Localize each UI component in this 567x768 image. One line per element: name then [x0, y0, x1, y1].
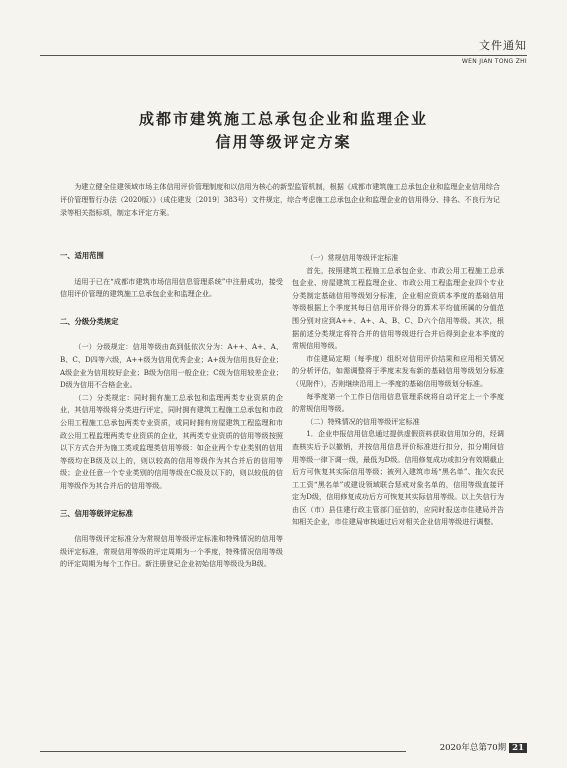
subsection-heading-special: （二）特殊情况的信用等级评定标准 [306, 416, 420, 426]
paragraph: （一）分级规定：信用等级由高到低依次分为：A++、A+、A、B、C、D四等六级，A++级为信用优秀企业；A+级为信用良好企业；A级企业为信用较好企业；B级为信用一般企业；C级为信用较差企业；D级为信用不合格企业。 [60, 342, 283, 390]
paragraph: 1．企业申报信用信息通过提供虚假资料获取信用加分的，经调查核实后予以撤销，并按信用信息评价标准进行扣分，扣分期间信用等级一律下调一级，最低为D级。信用修复成功或扣分有效期截止后方可恢复其实际信用等级；被列入建筑市场“黑名单”、拖欠农民工工资“黑名单”或建设领域联合惩戒对象名单的，信用等级直接评定为D级，信用修复成功后方可恢复其实际信用等级。以上失信行为由区（市）县住建行政主管部门征信的，应同时报送市住建局并告知相关企业，市住建局审核通过后对相关企业信用等级进行调整。 [292, 429, 504, 527]
paragraph: 每季度第一个工作日信用信息管理系统将自动评定上一个季度的常规信用等级。 [292, 391, 504, 414]
section-heading-scope: 一、适用范围 [60, 251, 104, 260]
subsection-heading-regular: （一）常规信用等级评定标准 [306, 253, 399, 262]
right-column [292, 252, 504, 529]
section-heading-standards: 三、信用等级评定标准 [60, 508, 133, 518]
document-title-line2: 信用等级评定方案 [215, 133, 352, 151]
intro-paragraph: 为建立健全住建领域市场主体信用评价管理制度和以信用为核心的新型监管机制，根据《成都市建筑施工总承包企业和监理企业信用综合评价管理暂行办法（2020版）》（成住建发〔2019〕383号）文件规定，综合考虑施工总承包企业和监理企业的信用得分、排名、不良行为记录等相关指标项，制定本评定方案。 [60, 182, 500, 217]
header-divider [40, 55, 527, 56]
section-header-title: 文件通知 [479, 39, 527, 52]
paragraph: 首先，按照建筑工程施工总承包企业、市政公用工程施工总承包企业、房屋建筑工程监理企业、市政公用工程监理企业四个专业分类制定基础信用等级划分标准，企业相应资质本季度的基础信用等级根据上个季度其每日信用评价得分的算术平均值所属的分值范围分别对应到A++、A+、A、B、C、D六个信用等级。其次，根据前述分类规定将符合并的信用等级进行合并后得到企业本季度的常规信用等级。 [292, 265, 504, 351]
section-header-subtitle: WEN JIAN TONG ZHI [461, 58, 527, 65]
section-heading-classification: 二、分级分类规定 [60, 316, 119, 326]
issue-label: 2020年总第70期 [439, 743, 507, 753]
paragraph: （二）分类规定：同时拥有施工总承包和监理两类专业资质的企业，其信用等级将分类进行评定，同时拥有建筑工程施工总承包和市政公用工程施工总承包两类专业资质，或同时拥有房屋建筑工程监理和市政公用工程监理两类专业资质的企业，其两类专业资质的信用等级按照以下方式合并为施工类或监理类信用等级：如企业两个专业类别的信用等级均在B级及以上的，则以较高的信用等级作为其合并后的信用等级；企业任意一个专业类别的信用等级在C级及以下的，则以较低的信用等级作为其合并后的信用等级。 [60, 392, 283, 490]
document-title-line1: 成都市建筑施工总承包企业和监理企业 [138, 110, 428, 128]
page-number: 21 [509, 743, 527, 753]
paragraph: 信用等级评定标准分为常规信用等级评定标准和特殊情况的信用等级评定标准，常规信用等级的评定周期为一个季度，特殊情况信用等级的评定周期为每个工作日。新注册登记企业初始信用等级设为B级。 [60, 534, 283, 569]
footer-divider [40, 751, 406, 752]
left-column [60, 250, 283, 571]
paragraph: 适用于已在“成都市建筑市场信用信息管理系统”中注册成功，接受信用评价管理的建筑施工总承包企业和监理企业。 [60, 276, 283, 299]
page-footer [440, 741, 527, 753]
paragraph: 市住建局定期（每季度）组织对信用评价结果和应用相关情况的分析评估，如需调整将于季度末发布新的基础信用等级划分标准（见附件），否则继续沿用上一季度的基础信用等级划分标准。 [292, 353, 504, 388]
